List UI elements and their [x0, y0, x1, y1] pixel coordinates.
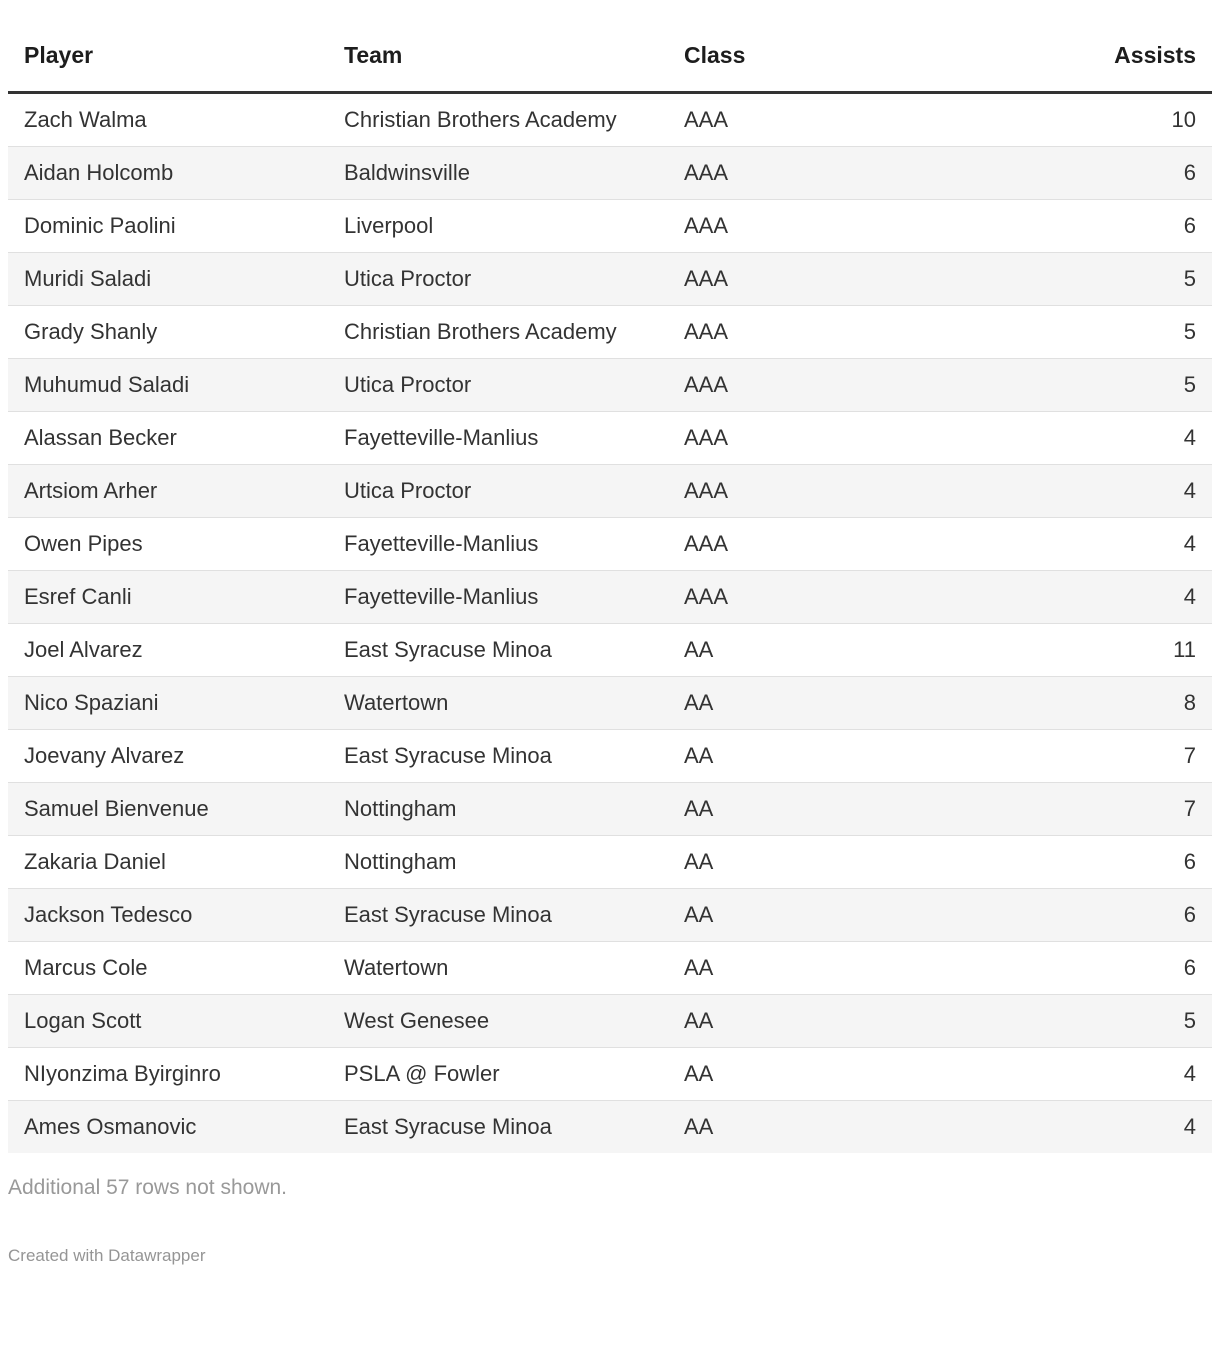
assists-cell: 6: [968, 836, 1212, 889]
rows-not-shown-note: Additional 57 rows not shown.: [8, 1176, 287, 1199]
assists-cell: 4: [968, 1048, 1212, 1101]
player-cell: Joel Alvarez: [8, 624, 328, 677]
class-cell: AAA: [668, 253, 968, 306]
team-cell: Utica Proctor: [328, 359, 668, 412]
team-cell: East Syracuse Minoa: [328, 889, 668, 942]
team-cell: Fayetteville-Manlius: [328, 571, 668, 624]
column-header-player: Player: [8, 40, 328, 93]
table-row: [8, 677, 1212, 730]
class-cell: AAA: [668, 200, 968, 253]
team-cell: Christian Brothers Academy: [328, 306, 668, 359]
class-cell: AAA: [668, 518, 968, 571]
table-row: [8, 942, 1212, 995]
team-cell: Nottingham: [328, 836, 668, 889]
team-cell: Watertown: [328, 942, 668, 995]
player-cell: Artsiom Arher: [8, 465, 328, 518]
column-header-class: Class: [668, 40, 968, 93]
player-cell: Marcus Cole: [8, 942, 328, 995]
assists-cell: 7: [968, 730, 1212, 783]
table-row: [8, 571, 1212, 624]
player-cell: Esref Canli: [8, 571, 328, 624]
player-cell: Owen Pipes: [8, 518, 328, 571]
class-cell: AAA: [668, 306, 968, 359]
team-cell: East Syracuse Minoa: [328, 730, 668, 783]
player-cell: Nico Spaziani: [8, 677, 328, 730]
class-cell: AA: [668, 889, 968, 942]
assists-cell: 6: [968, 889, 1212, 942]
team-cell: Fayetteville-Manlius: [328, 412, 668, 465]
team-cell: Watertown: [328, 677, 668, 730]
class-cell: AAA: [668, 465, 968, 518]
table-row: [8, 889, 1212, 942]
column-header-assists: Assists: [968, 40, 1212, 93]
class-cell: AA: [668, 677, 968, 730]
assists-cell: 8: [968, 677, 1212, 730]
table-row: [8, 147, 1212, 200]
team-cell: West Genesee: [328, 995, 668, 1048]
player-cell: Zakaria Daniel: [8, 836, 328, 889]
class-cell: AA: [668, 836, 968, 889]
table-body: [8, 93, 1212, 1154]
player-cell: Jackson Tedesco: [8, 889, 328, 942]
assists-cell: 4: [968, 518, 1212, 571]
column-header-team: Team: [328, 40, 668, 93]
player-cell: Muridi Saladi: [8, 253, 328, 306]
table-row: [8, 306, 1212, 359]
assists-cell: 4: [968, 465, 1212, 518]
class-cell: AA: [668, 995, 968, 1048]
table-row: [8, 836, 1212, 889]
class-cell: AA: [668, 942, 968, 995]
table-row: [8, 412, 1212, 465]
class-cell: AA: [668, 624, 968, 677]
assists-cell: 10: [1171, 107, 1196, 132]
assists-leaderboard-table: [8, 40, 1212, 1153]
player-cell: Muhumud Saladi: [8, 359, 328, 412]
assists-cell: 5: [968, 253, 1212, 306]
assists-cell: 5: [968, 995, 1212, 1048]
assists-cell: 7: [968, 783, 1212, 836]
class-cell: AAA: [668, 147, 968, 200]
assists-cell: 6: [968, 147, 1212, 200]
assists-cell: 5: [968, 306, 1212, 359]
assists-cell: 4: [968, 571, 1212, 624]
class-cell: AA: [668, 730, 968, 783]
table-row: [8, 93, 1212, 147]
table-row: [8, 200, 1212, 253]
team-cell: Utica Proctor: [328, 253, 668, 306]
player-cell: Samuel Bienvenue: [8, 783, 328, 836]
team-cell: Liverpool: [328, 200, 668, 253]
team-cell: East Syracuse Minoa: [328, 624, 668, 677]
team-cell: Nottingham: [328, 783, 668, 836]
player-cell: Zach Walma: [24, 107, 147, 132]
team-cell: PSLA @ Fowler: [328, 1048, 668, 1101]
assists-cell: 11: [968, 624, 1212, 677]
player-cell: NIyonzima Byirginro: [8, 1048, 328, 1101]
team-cell: Fayetteville-Manlius: [328, 518, 668, 571]
player-cell: Aidan Holcomb: [8, 147, 328, 200]
player-cell: Logan Scott: [8, 995, 328, 1048]
class-cell: AA: [668, 783, 968, 836]
player-cell: Dominic Paolini: [8, 200, 328, 253]
header-row: [8, 40, 1212, 93]
team-cell: Utica Proctor: [328, 465, 668, 518]
table-row: [8, 730, 1212, 783]
assists-cell: 4: [968, 412, 1212, 465]
team-cell: East Syracuse Minoa: [328, 1101, 668, 1154]
table-row: [8, 518, 1212, 571]
team-cell: Christian Brothers Academy: [344, 107, 617, 132]
class-cell: AAA: [668, 359, 968, 412]
assists-cell: 4: [968, 1101, 1212, 1154]
assists-cell: 6: [968, 200, 1212, 253]
class-cell: AA: [668, 1048, 968, 1101]
class-cell: AAA: [668, 571, 968, 624]
player-cell: Grady Shanly: [8, 306, 328, 359]
class-cell: AAA: [684, 107, 729, 132]
table-row: [8, 783, 1212, 836]
table-row: [8, 359, 1212, 412]
table-row: [8, 465, 1212, 518]
table-row: [8, 1101, 1212, 1154]
player-cell: Ames Osmanovic: [8, 1101, 328, 1154]
assists-cell: 5: [968, 359, 1212, 412]
table-row: [8, 253, 1212, 306]
team-cell: Baldwinsville: [328, 147, 668, 200]
assists-cell: 6: [968, 942, 1212, 995]
class-cell: AAA: [668, 412, 968, 465]
table-row: [8, 995, 1212, 1048]
player-cell: Alassan Becker: [8, 412, 328, 465]
datawrapper-attribution-link[interactable]: Created with Datawrapper: [8, 1246, 206, 1265]
table-row: [8, 1048, 1212, 1101]
table-row: [8, 624, 1212, 677]
class-cell: AA: [668, 1101, 968, 1154]
player-cell: Joevany Alvarez: [8, 730, 328, 783]
